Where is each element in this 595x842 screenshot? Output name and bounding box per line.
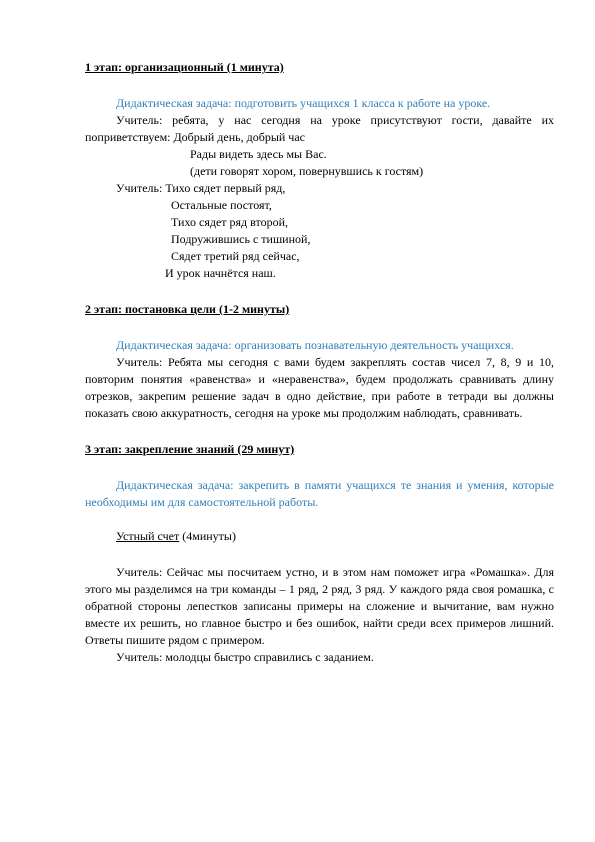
spacer	[85, 422, 554, 441]
section3-task: Дидактическая задача: закрепить в памяти учащихся те знания и умения, которые необходимы им для самостоятельной работы.	[85, 478, 554, 509]
spacer	[85, 318, 554, 337]
section1-poem-line-1: Учитель: Тихо сядет первый ряд,	[116, 181, 286, 195]
section2-task: Дидактическая задача: организовать познавательную деятельность учащихся.	[116, 338, 514, 352]
section2-heading: 2 этап: постановка цели (1-2 минуты)	[85, 302, 290, 316]
spacer	[85, 282, 554, 301]
section1-task: Дидактическая задача: подготовить учащихся 1 класса к работе на уроке.	[116, 96, 491, 110]
oral-count-duration: (4минуты)	[179, 529, 236, 543]
section1-stage-direction: (дети говорят хором, повернувшись к гостям)	[190, 164, 424, 178]
spacer	[85, 76, 554, 95]
section2-teacher-text: Учитель: Ребята мы сегодня с вами будем закреплять состав чисел 7, 8, 9 и 10, повторим понятия «равенства» и «неравенства», будем продолжать сравнивать длину отрезков, закрепим решение задач в одно действие, при работе в тетради вы должны показать свою аккуратность, сегодня на уроке мы продолжим наблюдать, сравнивать.	[85, 355, 554, 420]
section3-heading: 3 этап: закрепление знаний (29 минут)	[85, 442, 295, 456]
section1-poem-line-6: И урок начнётся наш.	[165, 266, 276, 280]
oral-count-title: Устный счет	[116, 529, 180, 543]
section1-poem-line-2: Остальные постоят,	[171, 198, 272, 212]
section1-poem-line-3: Тихо сядет ряд второй,	[171, 215, 289, 229]
section3-teacher-text: Учитель: Сейчас мы посчитаем устно, и в этом нам поможет игра «Ромашка». Для этого мы разделимся на три команды – 1 ряд, 2 ряд, 3 ряд. У каждого ряда своя ромашка, с обратной стороны лепестков записаны примеры на сложение и вычитание, вам нужно вместе их решить, но главное быстро и без ошибок, найти среди всех примеров лишний. Ответы пишите рядом с примером.	[85, 565, 554, 647]
spacer	[85, 545, 554, 564]
section1-poem-line-5: Сядет третий ряд сейчас,	[171, 249, 300, 263]
section3-closing: Учитель: молодцы быстро справились с заданием.	[116, 650, 374, 664]
section1-heading: 1 этап: организационный (1 минута)	[85, 60, 284, 74]
oral-count-line	[85, 528, 554, 545]
spacer	[85, 458, 554, 477]
section1-teacher-line: Учитель: ребята, у нас сегодня на уроке присутствуют гости, давайте их поприветствуем: Добрый день, добрый час	[85, 113, 554, 144]
section1-poem-line-4: Подружившись с тишиной,	[171, 232, 311, 246]
spacer	[85, 511, 554, 528]
section1-greeting-line: Рады видеть здесь мы Вас.	[190, 147, 327, 161]
